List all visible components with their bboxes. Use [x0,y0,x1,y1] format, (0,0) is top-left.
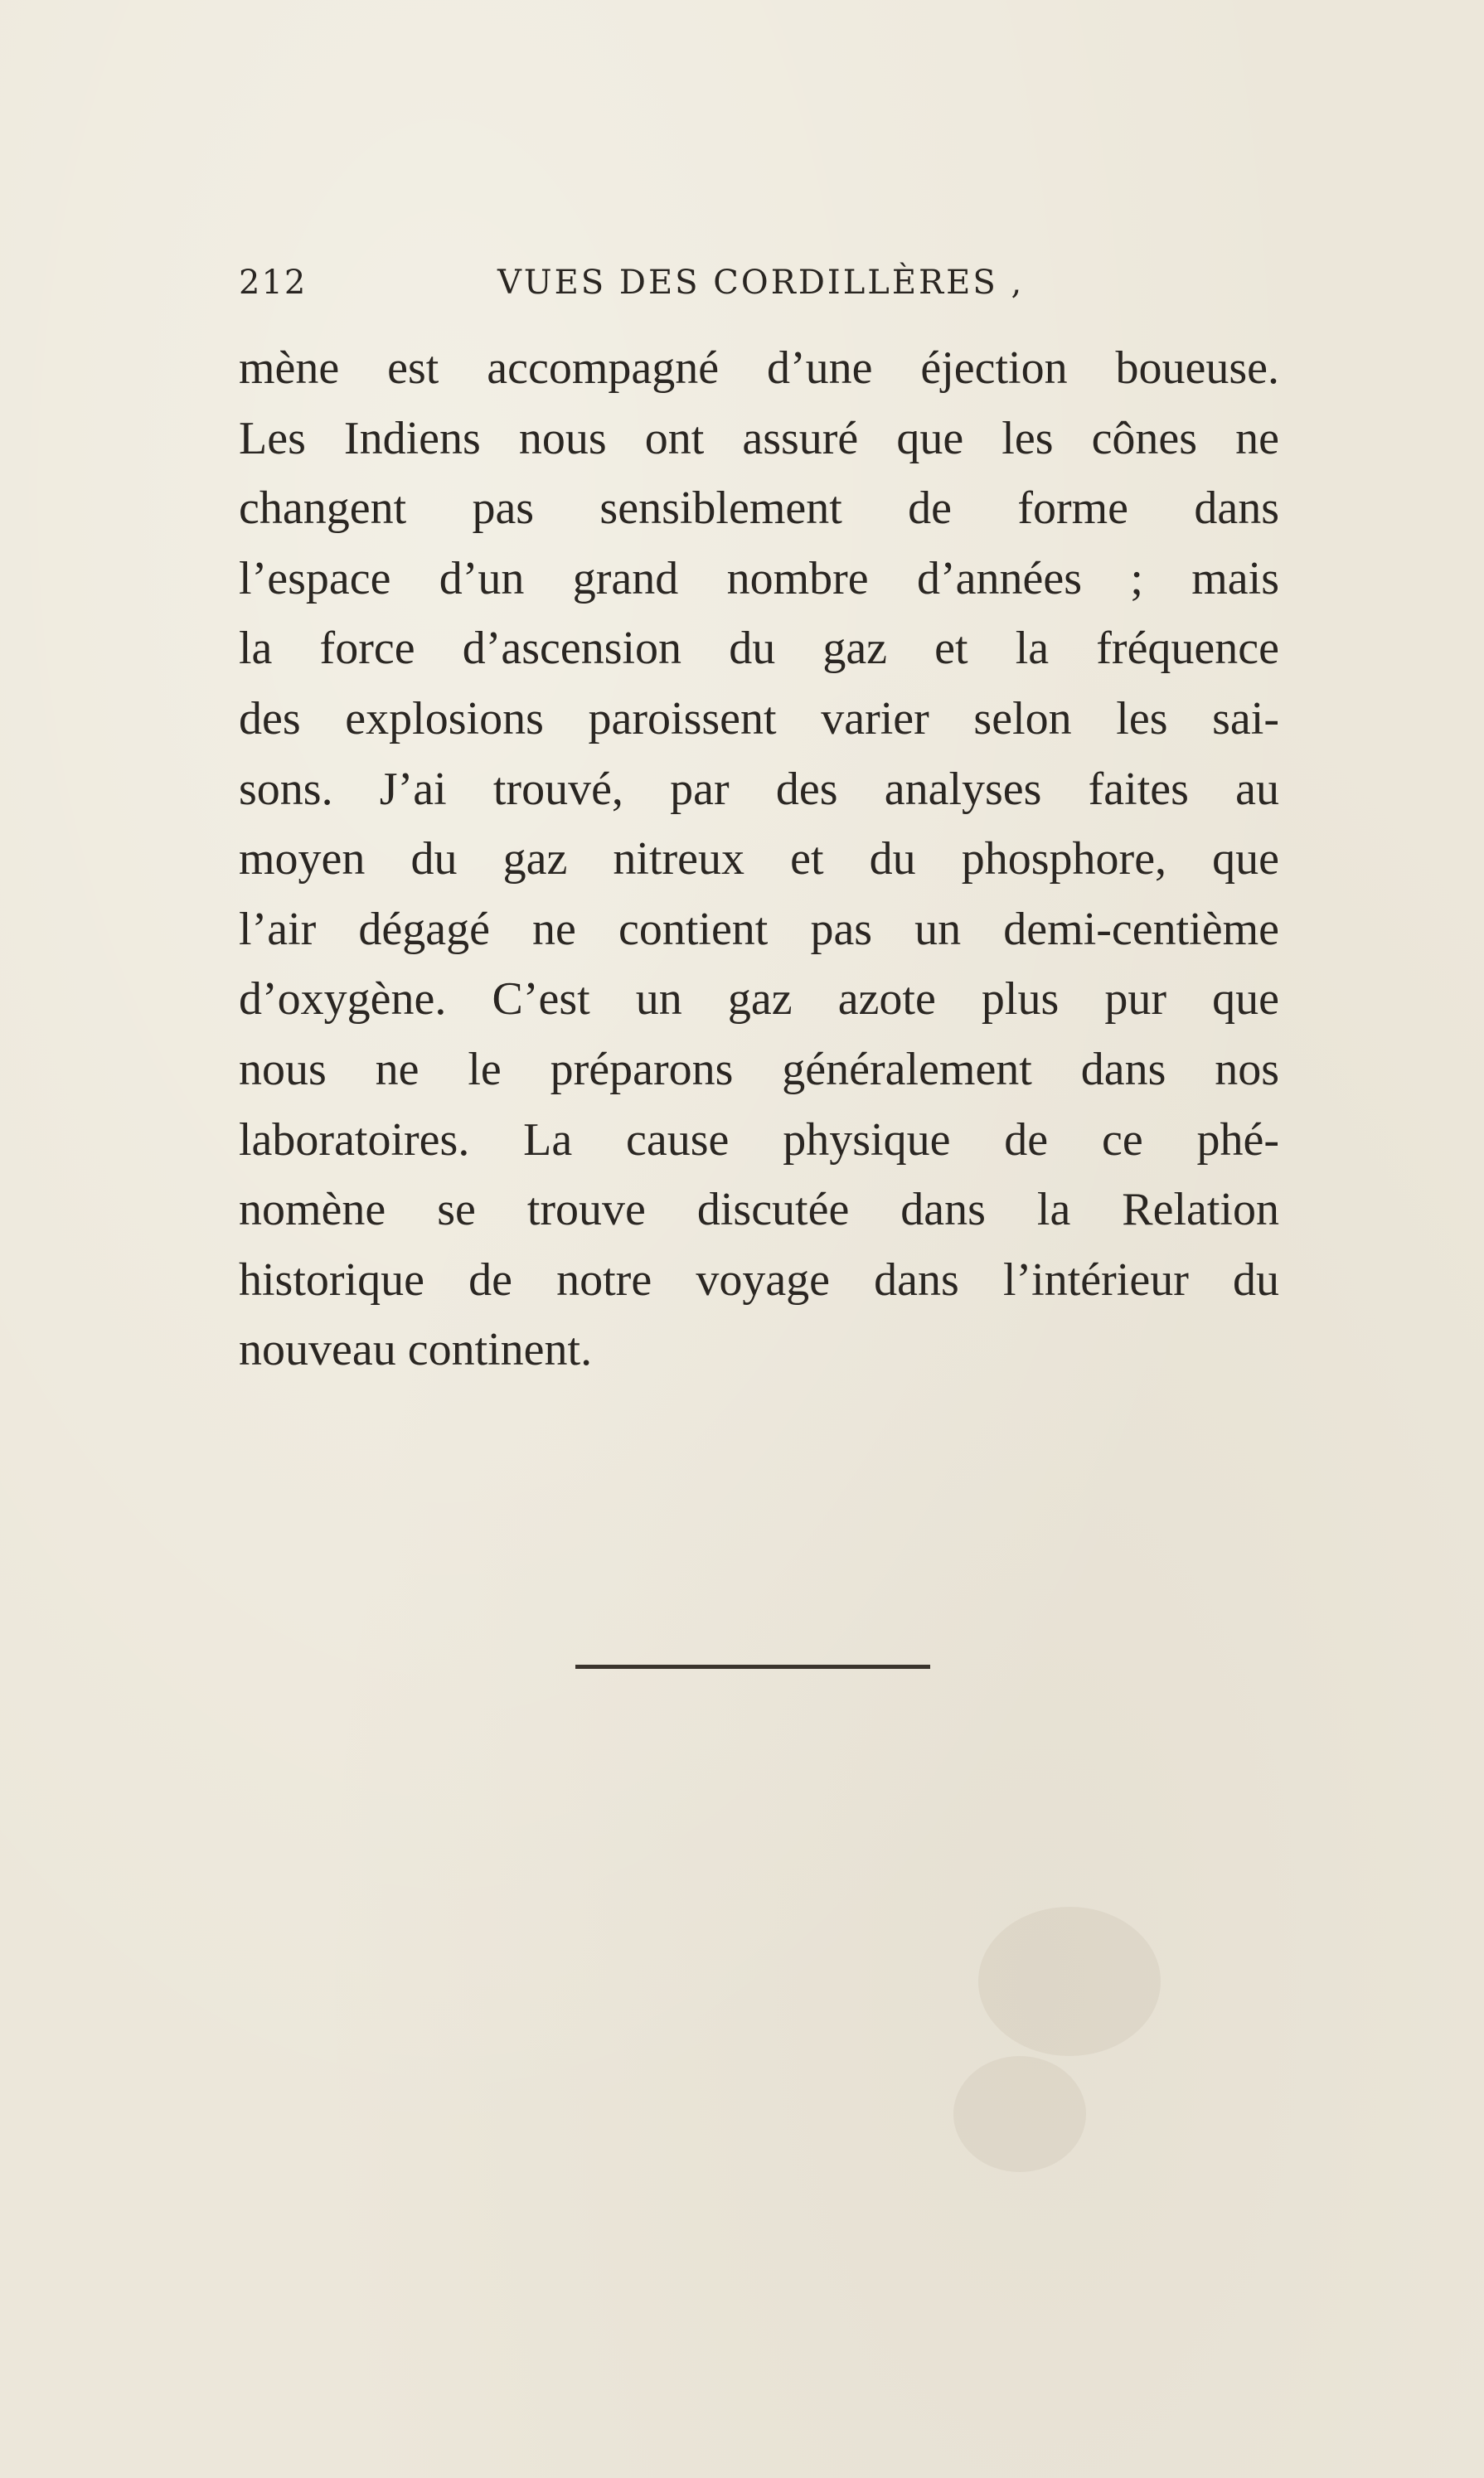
text-line: d’oxygène. C’est un gaz azote plus pur que [239,973,1279,1026]
text-line: sons. J’ai trouvé, par des analyses faites au [239,763,1279,815]
text-line: des explosions paroissent varier selon les sai- [239,692,1279,744]
body-paragraph [239,333,1279,1385]
section-end-rule [575,1665,930,1669]
text-line: Les Indiens nous ont assuré que les cônes ne [239,412,1279,464]
text-line: changent pas sensiblement de forme dans [239,483,1279,535]
paper-stain [953,2056,1086,2172]
text-line: l’espace d’un grand nombre d’années ; mais [239,552,1279,604]
text-line: mène est accompagné d’une éjection boueuse. [239,342,1279,394]
text-line: historique de notre voyage dans l’intérieur du [239,1254,1279,1306]
paper-stain [978,1907,1161,2056]
text-line: la force d’ascension du gaz et la fréquence [239,623,1279,675]
text-line: l’air dégagé ne contient pas un demi-centième [239,903,1279,955]
running-title: VUES DES CORDILLÈRES , [497,264,1025,302]
page-number: 212 [239,264,308,302]
text-line: moyen du gaz nitreux et du phosphore, que [239,833,1279,885]
running-header [239,264,1279,313]
text-line: nouveau continent. [239,1324,593,1376]
text-line: nomène se trouve discutée dans la Relation [239,1184,1279,1236]
text-line: laboratoires. La cause physique de ce phé- [239,1113,1279,1166]
text-line: nous ne le préparons généralement dans nos [239,1043,1279,1095]
